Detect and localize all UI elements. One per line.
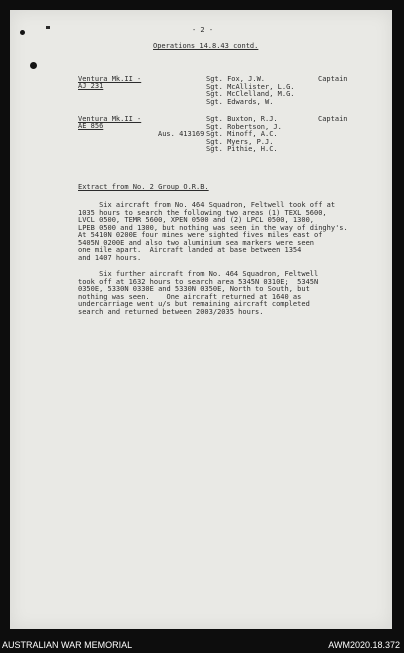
footer-institution: AUSTRALIAN WAR MEMORIAL xyxy=(2,640,133,650)
crew-member: Sgt. Fox, J.W. xyxy=(206,75,266,83)
paragraph-line: and 1407 hours. xyxy=(78,253,142,262)
crew-member: Sgt. McClelland, M.G. xyxy=(206,90,295,98)
paragraph-line: 5405N 0200E and also two aluminium sea markers were seen xyxy=(78,238,315,247)
paragraph-line: one mile apart. Aircraft landed at base between 1354 xyxy=(78,246,302,254)
page-number: - 2 - xyxy=(192,26,214,34)
crew-member: Sgt. Myers, P.J. xyxy=(206,137,274,146)
document-page xyxy=(10,10,392,629)
paragraph-line: undercarriage went u/s but remaining aircraft completed xyxy=(78,300,310,308)
service-number: Aus. 413169 xyxy=(158,130,205,138)
page-heading: Operations 14.8.43 contd. xyxy=(153,42,259,50)
aircraft-label: Ventura Mk.II - xyxy=(78,75,142,83)
crew-role: Captain xyxy=(318,115,348,123)
paragraph-line: search and returned between 2003/2035 hours. xyxy=(78,307,264,316)
punch-hole-top xyxy=(20,30,25,35)
crew-member: Sgt. McAllister, L.G. xyxy=(206,82,295,91)
paragraph-line: Six further aircraft from No. 464 Squadron, Feltwell xyxy=(78,270,319,278)
paragraph-line: nothing was seen. One aircraft returned at 1640 as xyxy=(78,292,302,301)
crew-member: Sgt. Edwards, W. xyxy=(206,97,274,106)
aircraft-serial: AJ 231 xyxy=(78,82,104,90)
crew-member: Sgt. Buxton, R.J. xyxy=(206,115,278,123)
crew-role: Captain xyxy=(318,75,348,83)
footer-reference: AWM2020.18.372 xyxy=(328,640,400,650)
paragraph-line: At 5410N 0200E four mines were sighted fives miles east of xyxy=(78,231,323,239)
paragraph-line: 1035 hours to search the following two areas (1) TEXL 5600, xyxy=(78,208,327,217)
ink-mark xyxy=(46,26,50,29)
crew-member: Sgt. Minoff, A.C. xyxy=(206,130,278,138)
crew-member: Sgt. Robertson, J. xyxy=(206,122,282,131)
paragraph-line: took off at 1632 hours to search area 5345N 0310E; 5345N xyxy=(78,277,319,286)
paragraph-line: LPEB 0500 and 1300, but nothing was seen in the way of dinghy's. xyxy=(78,223,348,232)
paragraph-line: LVCL 0500, TEMR 5600, XPEN 0500 and (2) LPCL 0500, 1300, xyxy=(78,216,315,224)
paragraph-line: 0350E, 5330N 0330E and 5330N 0350E, North to South, but xyxy=(78,285,310,293)
archive-footer xyxy=(0,636,404,653)
punch-hole-middle xyxy=(30,62,37,69)
paragraph-line: Six aircraft from No. 464 Squadron, Feltwell took off at xyxy=(78,201,336,209)
crew-member: Sgt. Pithie, H.C. xyxy=(206,145,278,153)
aircraft-serial: AE 856 xyxy=(78,122,104,130)
extract-title: Extract from No. 2 Group O.R.B. xyxy=(78,183,209,191)
aircraft-label: Ventura Mk.II - xyxy=(78,115,142,123)
